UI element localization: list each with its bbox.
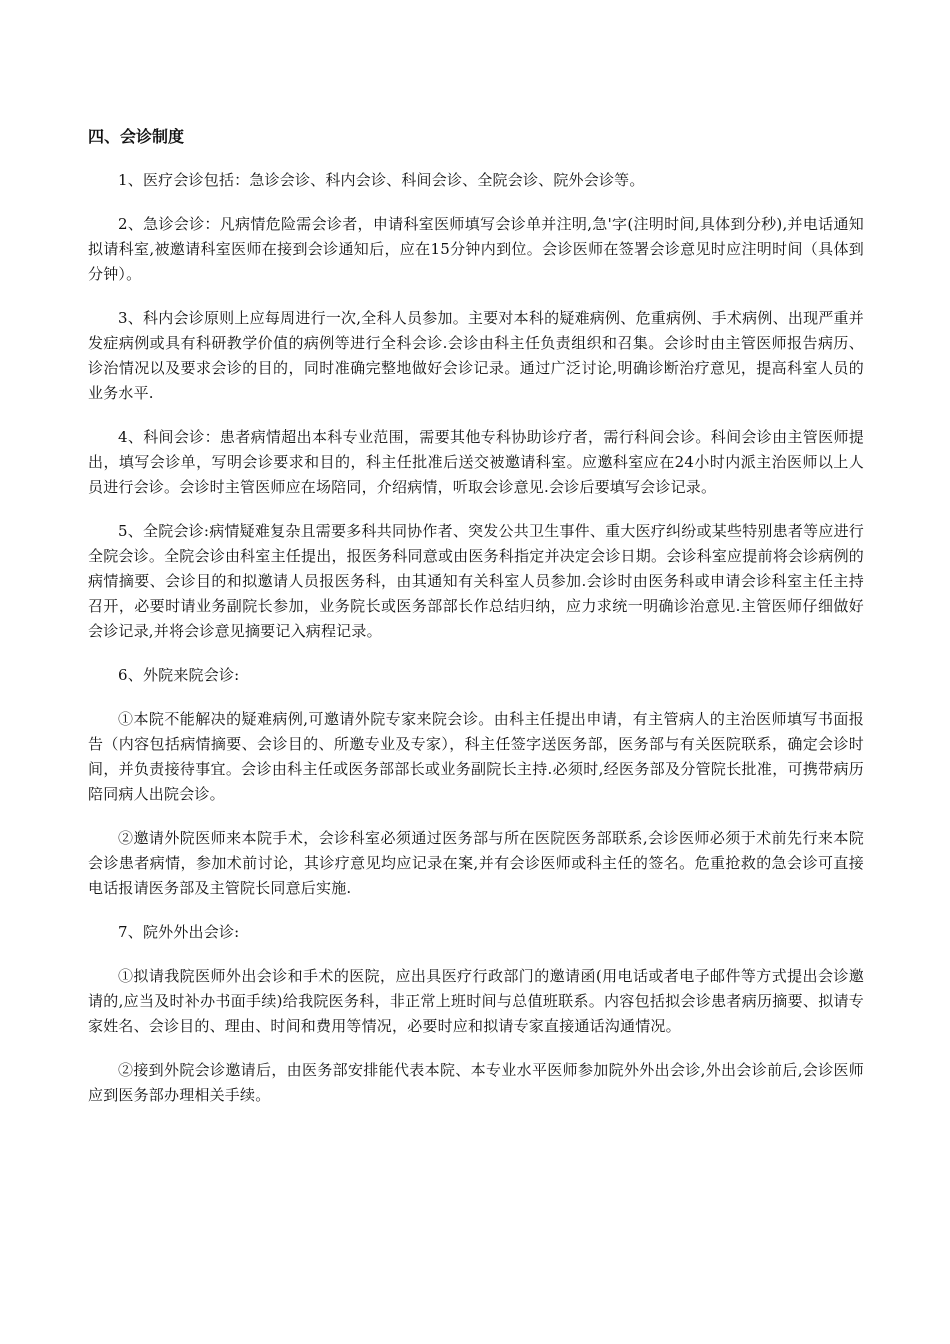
paragraph-7-item-1: ①拟请我院医师外出会诊和手术的医院，应出具医疗行政部门的邀请函(用电话或者电子邮件等方式提出会诊邀请的,应当及时补办书面手续)给我院医务科，非正常上班时间与总值班联系。内容包括拟会诊患者病历摘要、拟请专家姓名、会诊目的、理由、时间和费用等情况，必要时应和拟请专家直接通话沟通情况。 [88,967,864,1035]
paragraph-6-item-2: ②邀请外院医师来本院手术，会诊科室必须通过医务部与所在医院医务部联系,会诊医师必须于术前先行来本院会诊患者病情，参加术前讨论，其诊疗意见均应记录在案,并有会诊医师或科主任的签名。危重抢救的急会诊可直接电话报请医务部及主管院长同意后实施. [88,829,864,897]
paragraph-5-hospital-wide-consultation: 5、全院会诊:病情疑难复杂且需要多科共同协作者、突发公共卫生事件、重大医疗纠纷或某些特别患者等应进行全院会诊。全院会诊由科室主任提出，报医务科同意或由医务科指定并决定会诊日期。会诊科室应提前将会诊病例的病情摘要、会诊目的和拟邀请人员报医务科，由其通知有关科室人员参加.会诊时由医务科或申请会诊科室主任主持召开，必要时请业务副院长参加，业务院长或医务部部长作总结归纳，应力求统一明确诊治意见.主管医师仔细做好会诊记录,并将会诊意见摘要记入病程记录。 [88,522,864,640]
paragraph-4-inter-department-consultation: 4、科间会诊：患者病情超出本科专业范围，需要其他专科协助诊疗者，需行科间会诊。科间会诊由主管医师提出，填写会诊单，写明会诊要求和目的，科主任批准后送交被邀请科室。应邀科室应在24小时内派主治医师以上人员进行会诊。会诊时主管医师应在场陪同，介绍病情，听取会诊意见.会诊后要填写会诊记录。 [88,428,864,496]
paragraph-3-in-department-consultation: 3、科内会诊原则上应每周进行一次,全科人员参加。主要对本科的疑难病例、危重病例、手术病例、出现严重并发症病例或具有科研教学价值的病例等进行全科会诊.会诊由科主任负责组织和召集。会诊时由主管医师报告病历、诊治情况以及要求会诊的目的，同时准确完整地做好会诊记录。通过广泛讨论,明确诊断治疗意见，提高科室人员的业务水平. [88,309,864,402]
paragraph-6-item-1: ①本院不能解决的疑难病例,可邀请外院专家来院会诊。由科主任提出申请，有主管病人的主治医师填写书面报告（内容包括病情摘要、会诊目的、所邀专业及专家），科主任签字送医务部，医务部与有关医院联系，确定会诊时间，并负责接待事宜。会诊由科主任或医务部部长或业务副院长主持.必须时,经医务部及分管院长批准，可携带病历陪同病人出院会诊。 [88,710,864,803]
paragraph-7-outgoing-consultation-heading: 7、院外外出会诊: [118,923,240,941]
section-title: 四、会诊制度 [88,127,185,146]
paragraph-6-external-visiting-heading: 6、外院来院会诊: [118,666,240,684]
document-page [88,126,864,1127]
paragraph-1-consultation-types: 1、医疗会诊包括：急诊会诊、科内会诊、科间会诊、全院会诊、院外会诊等。 [118,171,645,189]
paragraph-7-item-2: ②接到外院会诊邀请后，由医务部安排能代表本院、本专业水平医师参加院外外出会诊,外出会诊前后,会诊医师应到医务部办理相关手续。 [88,1061,864,1104]
paragraph-2-emergency-consultation: 2、急诊会诊：凡病情危险需会诊者，申请科室医师填写会诊单并注明,急'字(注明时间,具体到分秒),并电话通知拟请科室,被邀请科室医师在接到会诊通知后，应在15分钟内到位。会诊医师在签署会诊意见时应注明时间（具体到分钟）。 [88,215,864,283]
